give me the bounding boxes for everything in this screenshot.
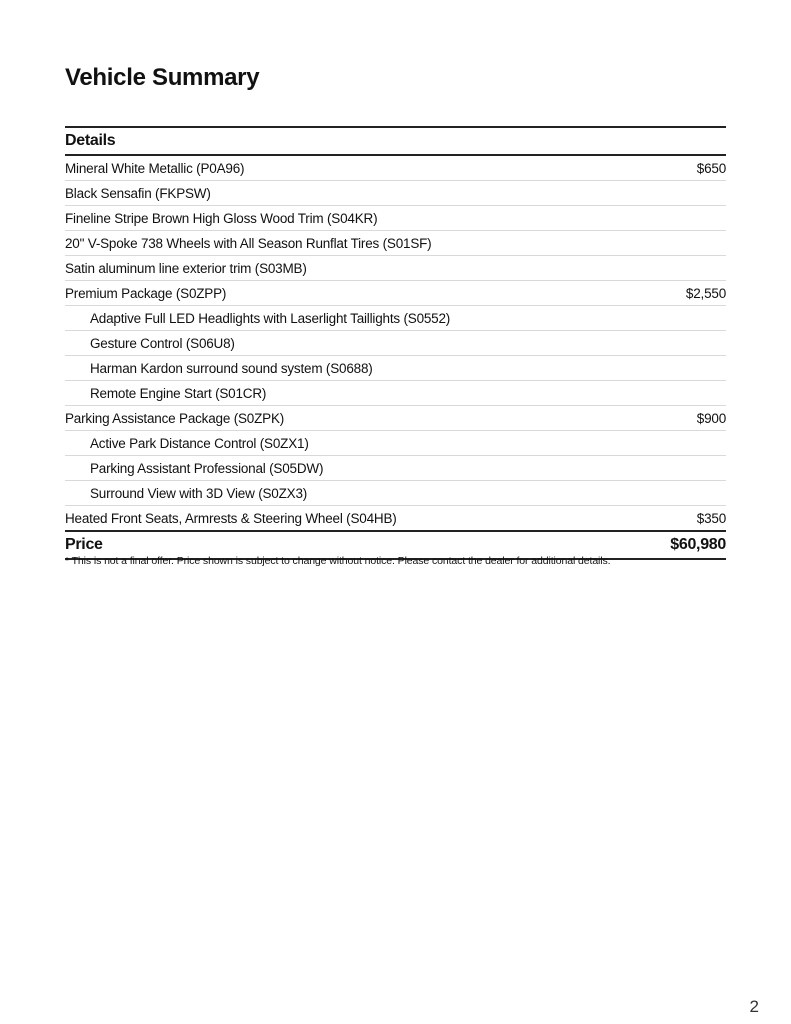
item-name: Fineline Stripe Brown High Gloss Wood Trim (S04KR) (65, 210, 378, 226)
item-price: $650 (696, 160, 726, 176)
table-row (65, 156, 726, 181)
item-name: Black Sensafin (FKPSW) (65, 185, 211, 201)
item-name: Premium Package (S0ZPP) (65, 285, 227, 301)
page-title: Vehicle Summary (65, 64, 260, 91)
table-row (65, 281, 726, 306)
table-row-sub-item (65, 431, 726, 456)
table-row-sub-item (65, 481, 726, 506)
item-name: Harman Kardon surround sound system (S0688) (90, 360, 373, 376)
item-name: Mineral White Metallic (P0A96) (65, 160, 245, 176)
disclaimer-text: * This is not a final offer. Price shown is subject to change without notice. Please contact the dealer for additional details. (65, 555, 611, 567)
item-name: Active Park Distance Control (S0ZX1) (90, 435, 309, 451)
item-name: Parking Assistant Professional (S05DW) (90, 460, 324, 476)
item-price: $900 (696, 410, 726, 426)
table-row (65, 181, 726, 206)
item-name: Adaptive Full LED Headlights with Laserlight Taillights (S0552) (90, 310, 451, 326)
table-row-sub-item (65, 356, 726, 381)
details-header (65, 126, 726, 156)
table-row (65, 231, 726, 256)
table-row (65, 406, 726, 431)
table-row-sub-item (65, 456, 726, 481)
vehicle-summary-table (65, 126, 726, 560)
table-row (65, 506, 726, 532)
table-row-sub-item (65, 381, 726, 406)
item-price: $350 (696, 510, 726, 526)
item-name: 20" V-Spoke 738 Wheels with All Season Runflat Tires (S01SF) (65, 235, 432, 251)
total-price-label: Price (65, 536, 103, 553)
table-row (65, 256, 726, 281)
page-number: 2 (749, 997, 759, 1016)
item-name: Heated Front Seats, Armrests & Steering Wheel (S04HB) (65, 510, 397, 526)
item-name: Remote Engine Start (S01CR) (90, 385, 267, 401)
item-name: Satin aluminum line exterior trim (S03MB) (65, 260, 307, 276)
table-row-sub-item (65, 331, 726, 356)
item-price: $2,550 (685, 285, 726, 301)
item-name: Gesture Control (S06U8) (90, 335, 235, 351)
total-price-value: $60,980 (670, 536, 726, 553)
item-name: Parking Assistance Package (S0ZPK) (65, 410, 285, 426)
table-row (65, 206, 726, 231)
table-row-sub-item (65, 306, 726, 331)
item-name: Surround View with 3D View (S0ZX3) (90, 485, 308, 501)
details-header-label: Details (65, 132, 116, 149)
